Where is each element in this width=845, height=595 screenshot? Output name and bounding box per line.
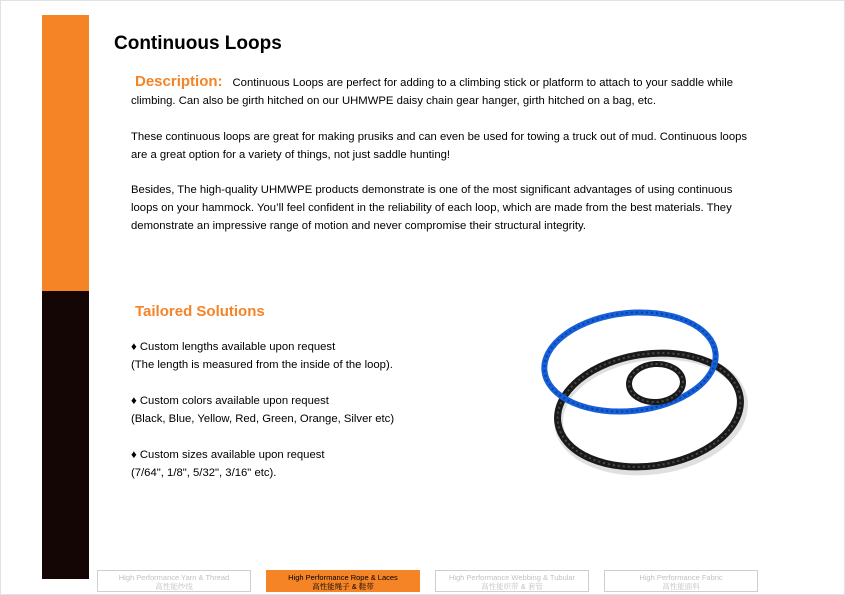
sidebar-accent-orange xyxy=(42,15,89,291)
feature-item-sizes xyxy=(131,446,325,482)
footer-tab-label-cn: 高性能面料 xyxy=(662,582,700,591)
feature-item-colors xyxy=(131,392,394,428)
footer-tab-label-cn: 高性能绳子 & 鞋带 xyxy=(312,582,374,591)
continuous-loops-product-image xyxy=(536,306,750,482)
sidebar-accent-dark xyxy=(42,291,89,579)
feature-item-title: ♦ Custom sizes available upon request xyxy=(131,449,325,461)
feature-item-title: ♦ Custom lengths available upon request xyxy=(131,341,336,353)
footer-tab-label-cn: 高性能织带 & 套管 xyxy=(481,582,543,591)
tailored-solutions-heading: Tailored Solutions xyxy=(135,303,265,320)
feature-item-detail: (7/64", 1/8", 5/32", 3/16" etc). xyxy=(131,467,277,479)
description-paragraph-3: Besides, The high-quality UHMWPE products demonstrate is one of the most significant advantages of using continuous loops on your hammock. You’ll feel confident in the reliability of each loop, which are made from the best materials. They demonstrate an impressive range of motion and never compromise their structural integrity. xyxy=(131,184,733,232)
footer-tab-label-en: High Performance Rope & Laces xyxy=(288,573,398,582)
footer-tab-label-en: High Performance Webbing & Tubular xyxy=(448,573,576,582)
footer-tab-label-en: High Performance Fabric xyxy=(639,573,723,582)
footer-tab-webbing-tubular[interactable] xyxy=(435,570,589,592)
description-paragraph-2: These continuous loops are great for making prusiks and can even be used for towing a truck out of mud. Continuous loops are a great option for a variety of things, not just saddle hunting! xyxy=(131,131,748,161)
footer-tab-rope-laces[interactable] xyxy=(266,570,420,592)
description-label: Description: xyxy=(135,73,223,90)
footer-tab-label-en: High Performance Yarn & Thread xyxy=(118,573,230,582)
feature-item-title: ♦ Custom colors available upon request xyxy=(131,395,329,407)
footer-tab-label-cn: 高性能纱线 xyxy=(155,582,193,591)
feature-item-lengths xyxy=(131,338,393,374)
description-text-1: Continuous Loops are perfect for adding to a climbing stick or platform to attach to your saddle while climbing. Can also be girth hitched on our UHMWPE daisy chain gear hanger, girth hitched on a bag, etc. xyxy=(131,77,733,107)
feature-item-detail: (Black, Blue, Yellow, Red, Green, Orange, Silver etc) xyxy=(131,413,395,425)
footer-tab-fabric[interactable] xyxy=(604,570,758,592)
footer-tab-yarn-thread[interactable] xyxy=(97,570,251,592)
page-title: Continuous Loops xyxy=(114,33,282,54)
feature-item-detail: (The length is measured from the inside of the loop). xyxy=(131,359,393,371)
description-paragraph-1 xyxy=(131,73,761,110)
